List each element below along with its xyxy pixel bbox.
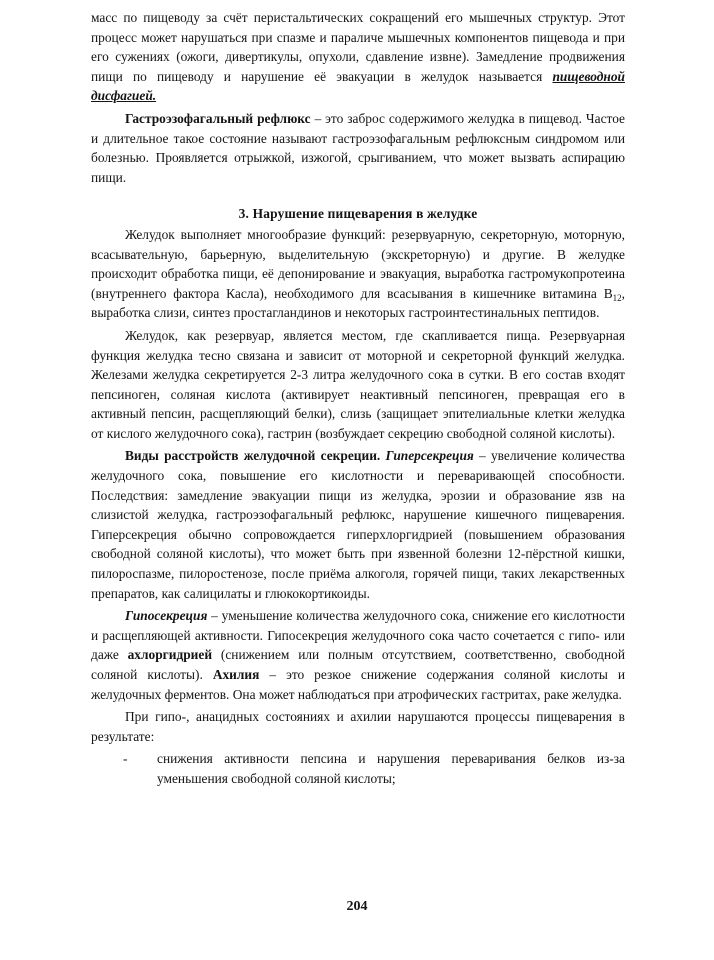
paragraph-text: – уменьшение количества желудочного сока, снижение его кислотности и расщепляющей активности. Гипосекреция желудочного сока часто сочетается с гипо- или даже xyxy=(91,608,625,663)
term-achylia: Ахилия xyxy=(212,667,260,682)
term-hyposecretion: Гипосекреция xyxy=(125,608,208,624)
list-marker: - xyxy=(123,751,128,767)
paragraph-hypersecretion xyxy=(91,446,625,603)
paragraph-hyposecretion xyxy=(91,606,625,704)
paragraph-text: – это заброс содержимого желудка в пищевод. Частое и длительное такое состояние называют гастроэзофагальным рефлюксным синдромом или болезнью. Проявляется отрыжкой, изжогой, срыгиванием, что может вызвать аспирацию пищи. xyxy=(91,110,625,185)
paragraph-reservoir-function: Желудок, как резервуар, является местом, где скапливается пища. Резервуарная функция желудка тесно связана и зависит от моторной и секреторной функций желудка. Железами желудка секретируется 2-3 литра желудочного сока в сутки. В его состав входят пепсиноген, соляная кислота (активирует неактивный пепсиноген, превращая его в активный пепсин, расщепляющий белки), слизь (защищает эпителиальные клетки желудка от кислого желудочного сока), гастрин (возбуждает секрецию свободной соляной кислоты). xyxy=(91,327,625,441)
page-body xyxy=(91,8,625,789)
paragraph-stomach-functions xyxy=(91,225,625,323)
term-hypersecretion: Гиперсекреция xyxy=(385,448,474,464)
paragraph-text: масс по пищеводу за счёт перистальтических сокращений его мышечных структур. Этот процесс может нарушаться при спазме и параличе мышечных компонентов пищевода и при его сужениях (ожоги, дивертикулы, опухоли, сдавление извне). Замедление продвижения пищи по пищеводу и нарушение её эвакуации в желудок называется xyxy=(91,10,625,84)
section-heading: 3. Нарушение пищеварения в желудке xyxy=(238,206,478,222)
subsection-lead: Виды расстройств желудочной секреции. xyxy=(125,448,381,464)
list-item xyxy=(91,749,625,788)
vitamin-subscript: 12 xyxy=(612,292,622,303)
page-number: 204 xyxy=(346,899,368,914)
paragraph-text: , выработка слизи, синтез простагландинов и некоторых гастроинтестинальных пептидов. xyxy=(91,285,625,321)
paragraph-esophagus-motility xyxy=(91,8,625,106)
term-achlorhydria: ахлоргидрией xyxy=(127,647,213,663)
paragraph-text: Желудок выполняет многообразие функций: резервуарную, секреторную, моторную, всасывательную, барьерную, выделительную (экскреторную) и другие. В желудке происходит обработка пищи, её депонирование и эвакуация, выработка гастромукопротеина (внутреннего фактора Касла), необходимого для всасывания в кишечнике витамина В xyxy=(91,226,625,301)
term-gastroesophageal-reflux: Гастроэзофагальный рефлюкс xyxy=(125,110,311,126)
term-esophageal-dysphagia: пищеводной дисфагией. xyxy=(91,68,625,104)
paragraph-text: – увеличение количества желудочного сока, повышение его кислотности и переваривающей способности. Последствия: замедление эвакуации пищи из желудка, эрозии и образование язв на слизистой желудка, гастроэзофагальный рефлюкс, нарушение кишечного пищеварения. Гиперсекреция обычно сопровождается гиперхлоргидрией (повышением образования свободной соляной кислоты), что может быть при язвенной болезни 12-пёрстной кишки, пилороспазме, пилоростенозе, после приёма алкоголя, горячей пищи, таких лекарственных препаратов, как салицилаты и глюкокортикоиды. xyxy=(91,448,625,601)
paragraph-text: – это резкое снижение содержания соляной кислоты и желудочных ферментов. Она может наблюдаться при атрофических гастритах, раке желудка. xyxy=(91,667,626,702)
paragraph-reflux xyxy=(91,109,625,187)
list-item-text: снижения активности пепсина и нарушения переваривания белков из-за уменьшения свободной соляной кислоты; xyxy=(157,751,625,786)
paragraph-text: (снижением или полным отсутствием, соответственно, свободной соляной кислоты). xyxy=(91,647,625,682)
paragraph-digestion-disorders: При гипо-, анацидных состояниях и ахилии нарушаются процессы пищеварения в результате: xyxy=(91,709,625,744)
